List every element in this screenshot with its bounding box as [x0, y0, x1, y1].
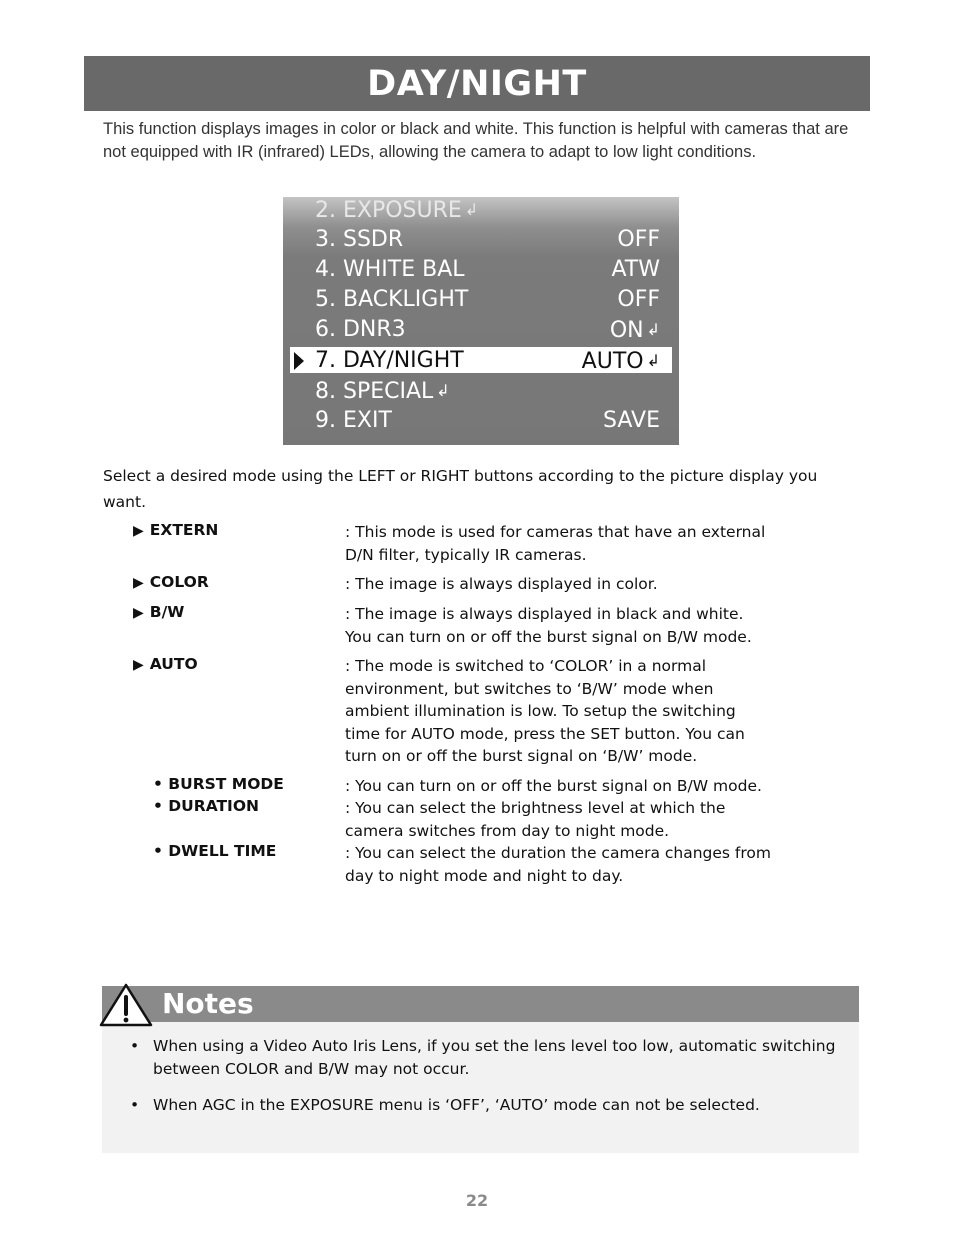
osd-row-backlight — [283, 285, 679, 315]
osd-label: 5. BACKLIGHT — [315, 287, 469, 312]
triangle-bullet-icon: ▶ — [133, 575, 144, 591]
notes-title: Notes — [162, 987, 254, 1020]
osd-label: 4. WHITE BAL — [315, 257, 465, 282]
osd-label: 7. DAY/NIGHT — [315, 348, 464, 373]
note-text: When AGC in the EXPOSURE menu is ‘OFF’, ‘AUTO’ mode can not be selected. — [153, 1096, 760, 1114]
cursor-arrow-icon — [294, 352, 304, 370]
osd-label: 3. SSDR — [315, 227, 404, 252]
enter-icon: ↲ — [646, 351, 660, 370]
osd-label: 6. DNR3 — [315, 317, 406, 342]
mode-desc: : The mode is switched to ‘COLOR’ in a normal environment, but switches to ‘B/W’ mode when ambient illumination is low. To setup the switching time for AUTO mode, press the SET button. You can turn on or off the burst signal on ‘B/W’ mode. — [345, 657, 745, 765]
warning-triangle-icon — [98, 982, 154, 1028]
osd-value: ON — [609, 318, 644, 343]
osd-row-special — [283, 376, 679, 406]
submode-term: • DWELL TIME — [153, 842, 277, 860]
mode-term: AUTO — [149, 655, 198, 673]
submode-term: • BURST MODE — [153, 775, 284, 793]
osd-value: ATW — [611, 257, 660, 282]
enter-icon: ↲ — [436, 381, 450, 400]
osd-label: 9. EXIT — [315, 408, 392, 433]
mode-desc: : This mode is used for cameras that have an external D/N filter, typically IR cameras. — [345, 523, 766, 564]
note-text: When using a Video Auto Iris Lens, if you set the lens level too low, automatic switching between COLOR and B/W may not occur. — [153, 1037, 836, 1078]
select-instruction: Select a desired mode using the LEFT or RIGHT buttons according to the picture display you want. — [103, 467, 818, 511]
osd-row-ssdr — [283, 225, 679, 255]
notes-list — [130, 1035, 850, 1131]
osd-label: 8. SPECIAL — [315, 379, 434, 404]
mode-term: COLOR — [149, 573, 209, 591]
list-item — [130, 1035, 850, 1080]
page-title: DAY/NIGHT — [367, 63, 587, 104]
osd-menu — [283, 197, 679, 445]
list-item — [130, 1094, 850, 1117]
osd-row-dnr3 — [283, 315, 679, 345]
intro-paragraph: This function displays images in color or black and white. This function is helpful with cameras that are not equipped with IR (infrared) LEDs, allowing the camera to adapt to low light conditions. — [103, 120, 849, 161]
osd-value: SAVE — [603, 408, 660, 433]
submode-desc: : You can select the brightness level at which the camera switches from day to night mode. — [345, 799, 726, 840]
page-number: 22 — [465, 1191, 489, 1210]
bullet-icon: • — [130, 1096, 140, 1114]
osd-row-exit — [283, 406, 679, 436]
osd-value: OFF — [617, 287, 660, 312]
triangle-bullet-icon: ▶ — [133, 523, 144, 539]
mode-term: B/W — [149, 603, 185, 621]
submode-desc: : You can turn on or off the burst signal on B/W mode. — [345, 777, 762, 795]
submode-desc: : You can select the duration the camera changes from day to night mode and night to day. — [345, 844, 771, 885]
osd-row-exposure — [283, 195, 679, 225]
osd-label: 2. EXPOSURE — [315, 198, 462, 223]
enter-icon: ↲ — [646, 320, 660, 339]
mode-term: EXTERN — [149, 521, 219, 539]
triangle-bullet-icon: ▶ — [133, 605, 144, 621]
title-bar — [84, 56, 870, 111]
bullet-icon: • — [130, 1037, 140, 1055]
mode-desc: : The image is always displayed in color. — [345, 575, 658, 593]
mode-desc: : The image is always displayed in black and white. You can turn on or off the burst signal on B/W mode. — [345, 605, 752, 646]
submode-term: • DURATION — [153, 797, 259, 815]
osd-row-white-bal — [283, 255, 679, 285]
osd-row-day-night — [283, 346, 679, 376]
osd-value: OFF — [617, 227, 660, 252]
enter-icon: ↲ — [464, 200, 479, 219]
triangle-bullet-icon: ▶ — [133, 657, 144, 673]
osd-value: AUTO — [581, 349, 644, 374]
